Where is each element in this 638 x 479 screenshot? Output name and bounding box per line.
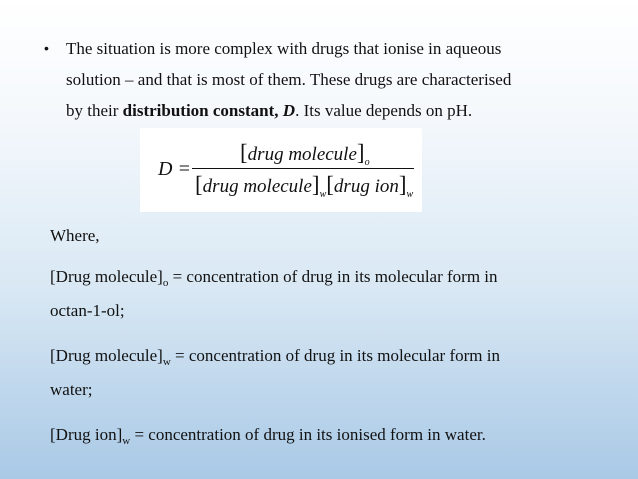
fraction-bar — [192, 168, 414, 169]
bullet-text — [66, 33, 604, 126]
numerator-text: drug molecule — [247, 144, 357, 165]
distribution-constant-symbol: D — [282, 101, 296, 120]
denominator-part1-text: drug molecule — [202, 176, 312, 197]
definition-line-2: water; — [50, 380, 93, 399]
denominator-part1-subscript: w — [319, 189, 327, 200]
bullet-line-1: The situation is more complex with drugs that ionise in aqueous — [66, 39, 502, 58]
definition-line-2: octan-1-ol; — [50, 301, 125, 320]
numerator-subscript: o — [364, 157, 370, 168]
definition-text: = concentration of drug in its molecular form in — [168, 267, 498, 286]
denominator-part2-text: drug ion — [333, 176, 399, 197]
definition-ion-water — [50, 419, 610, 453]
bullet-dot-icon: • — [44, 40, 49, 56]
equation-lhs: D = — [158, 158, 191, 180]
denominator-part2-subscript: w — [406, 189, 414, 200]
distribution-constant-equation — [140, 128, 422, 212]
definition-subscript: w — [162, 356, 171, 368]
definition-term: [Drug molecule] — [50, 267, 163, 286]
definition-term: [Drug ion] — [50, 425, 123, 444]
equation-denominator: [drug $molecule]_w[drug$ $ion]_w$ — [195, 172, 414, 200]
where-label: Where, — [50, 226, 100, 245]
bullet-line-3-pre: by their — [66, 101, 123, 120]
bullet-line-3 — [66, 95, 604, 126]
definition-text: = concentration of drug in its ionised form in water. — [130, 425, 486, 444]
definition-subscript: w — [122, 435, 131, 447]
bullet-paragraph — [44, 33, 604, 126]
bullet-line-3-post: . Its value depends on pH. — [295, 101, 473, 120]
bullet-line-2: solution – and that is most of them. These drugs are characterised — [66, 70, 512, 89]
definition-molecule-octanol — [50, 261, 610, 326]
definition-text: = concentration of drug in its molecular form in — [170, 346, 500, 365]
distribution-constant-term: distribution constant, — [122, 101, 283, 120]
definition-term: [Drug molecule] — [50, 346, 163, 365]
definition-line — [50, 419, 610, 453]
equation-numerator: [drug $molecule]_o$ — [240, 140, 370, 168]
definition-line — [50, 261, 610, 295]
definition-subscript: o — [162, 277, 169, 289]
definition-line — [50, 340, 610, 374]
definition-molecule-water — [50, 340, 610, 405]
